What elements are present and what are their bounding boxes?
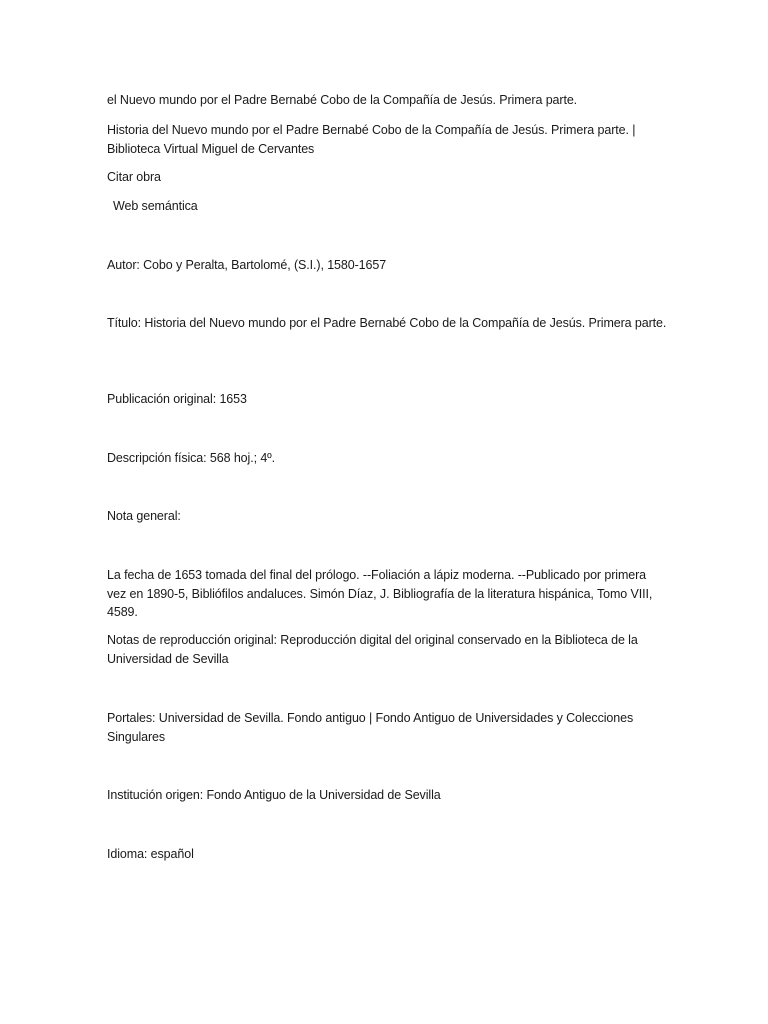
semantic-web-link[interactable]: Web semántica bbox=[113, 199, 198, 213]
title-field: Título: Historia del Nuevo mundo por el Padre Bernabé Cobo de la Compañía de Jesús. Primera parte. bbox=[107, 316, 667, 330]
cite-link[interactable]: Citar obra bbox=[107, 170, 161, 184]
language-field: Idioma: español bbox=[107, 847, 194, 861]
origin-institution-field: Institución origen: Fondo Antiguo de la Universidad de Sevilla bbox=[107, 788, 441, 802]
reproduction-notes-field: Notas de reproducción original: Reproducción digital del original conservado en la Biblioteca de la Universidad de Sevilla bbox=[107, 633, 638, 666]
page-title: Historia del Nuevo mundo por el Padre Bernabé Cobo de la Compañía de Jesús. Primera parte. | Biblioteca Virtual Miguel de Cervantes bbox=[107, 123, 636, 156]
general-note-label: Nota general: bbox=[107, 509, 181, 523]
original-publication-field: Publicación original: 1653 bbox=[107, 392, 247, 406]
author-field: Autor: Cobo y Peralta, Bartolomé, (S.I.), 1580-1657 bbox=[107, 258, 387, 272]
physical-description-field: Descripción física: 568 hoj.; 4º. bbox=[107, 451, 276, 465]
heading-line: el Nuevo mundo por el Padre Bernabé Cobo de la Compañía de Jesús. Primera parte. bbox=[107, 93, 578, 107]
portals-field: Portales: Universidad de Sevilla. Fondo antiguo | Fondo Antiguo de Universidades y Colecciones Singulares bbox=[107, 711, 634, 744]
general-note-text: La fecha de 1653 tomada del final del prólogo. --Foliación a lápiz moderna. --Publicado por primera vez en 1890-5, Bibliófilos andaluces. Simón Díaz, J. Bibliografía de la literatura hispánica, Tomo VIII, 4589. bbox=[107, 568, 653, 619]
